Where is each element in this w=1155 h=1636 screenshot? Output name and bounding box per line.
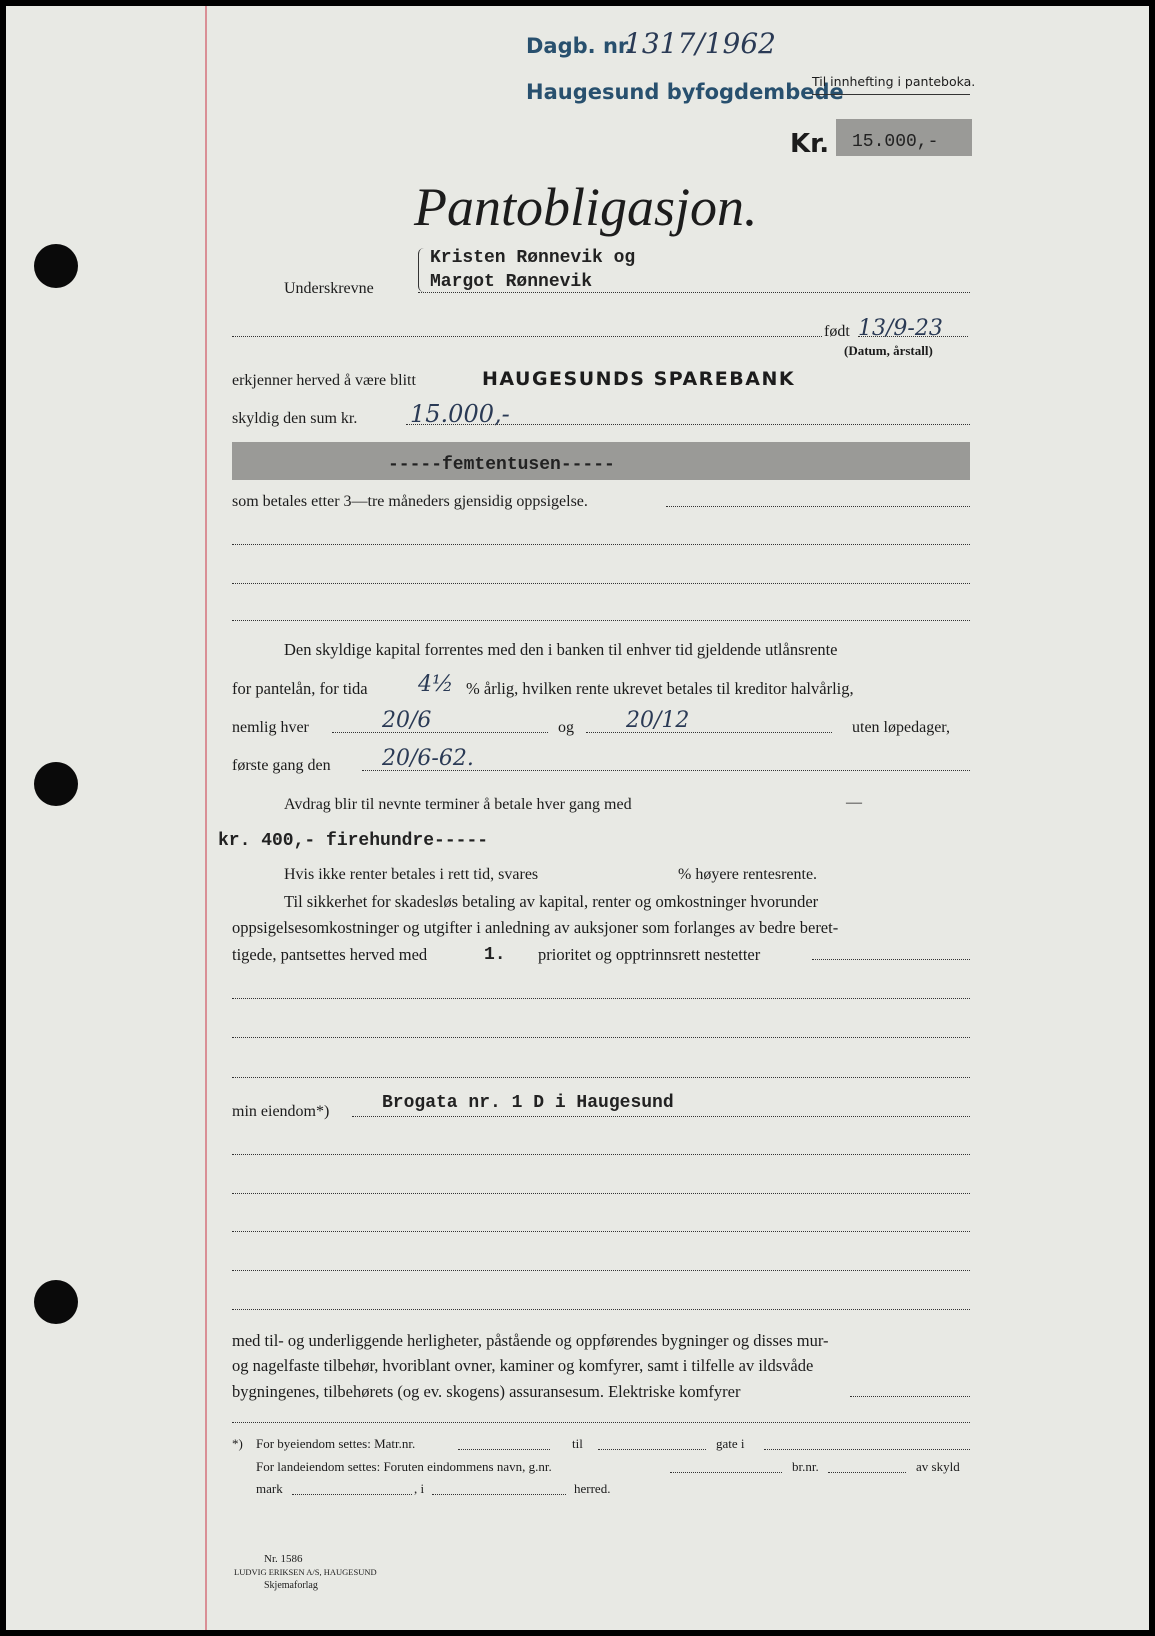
dotted-line [764, 1449, 970, 1450]
property-value: Brogata nr. 1 D i Haugesund [382, 1093, 674, 1113]
footnote-mark: mark [256, 1481, 283, 1496]
page-title: Pantobligasjon. [414, 177, 758, 237]
installment-text: Avdrag blir til nevnte terminer å betale hver gang med [284, 796, 632, 813]
creditor-name: HAUGESUNDS SPAREBANK [482, 368, 796, 390]
interest-rate: 4½ [418, 672, 454, 697]
dotted-line [232, 544, 970, 545]
margin-line [205, 6, 207, 1630]
header-amount: 15.000,- [852, 132, 939, 152]
dotted-line [232, 1309, 970, 1310]
dotted-line [418, 292, 970, 293]
dagb-number: 1317/1962 [624, 27, 776, 60]
penalty-text-a: Hvis ikke renter betales i rett tid, svares [284, 866, 539, 883]
interest-line-4a: første gang den [232, 757, 331, 774]
note-underline [812, 94, 970, 95]
appurtenances-line-2: og nagelfaste tilbehør, hvoriblant ovner, kaminer og komfyrer, samt i tilfelle av ildsvåde [232, 1356, 814, 1375]
dotted-line [598, 1449, 706, 1450]
dotted-line [232, 336, 822, 337]
debtors-label: Underskrevne [284, 280, 374, 297]
interest-line-2b: % årlig, hvilken rente ukrevet betales til kreditor halvårlig, [466, 679, 854, 698]
dotted-line [232, 583, 970, 584]
installment-dash: — [846, 794, 862, 811]
debtor-2: Margot Rønnevik [430, 272, 593, 292]
debtor-1: Kristen Rønnevik og [430, 248, 636, 268]
security-priority: 1. [484, 945, 506, 965]
dotted-line [666, 506, 970, 507]
first-date: 20/6-62. [382, 746, 474, 771]
born-value: 13/9-23 [858, 316, 943, 341]
dotted-line [232, 1422, 970, 1423]
punch-hole [34, 1280, 78, 1324]
dotted-line [458, 1449, 550, 1450]
dotted-line [292, 1494, 412, 1495]
printer-name: LUDVIG ERIKSEN A/S, HAUGESUND [234, 1567, 377, 1577]
footnote-i: , i [414, 1481, 425, 1496]
dotted-line [432, 1494, 566, 1495]
printer-form: Skjemaforlag [264, 1580, 318, 1591]
footnote-city: For byeiendom settes: Matr.nr. [256, 1436, 416, 1451]
footnote-til: til [572, 1436, 583, 1451]
security-line-1: Til sikkerhet for skadesløs betaling av kapital, renter og omkostninger hvorunder [284, 892, 819, 911]
interest-date-2: 20/12 [626, 708, 690, 733]
creditor-prefix: erkjenner herved å være blitt [232, 372, 416, 389]
dotted-line [232, 998, 970, 999]
dotted-line [850, 1396, 970, 1397]
born-label: født [824, 323, 850, 340]
security-line-3a: tigede, pantsettes herved med [232, 945, 428, 964]
dotted-line [828, 1472, 906, 1473]
appurtenances-line-3: bygningenes, tilbehørets (og ev. skogens) assuransesum. Elektriske komfyrer [232, 1382, 741, 1401]
interest-og: og [558, 719, 574, 736]
installment-amount: kr. 400,- firehundre----- [218, 831, 489, 851]
kr-label: Kr. [790, 129, 830, 159]
binding-note: Til innhefting i panteboka. [812, 74, 976, 89]
dotted-line [670, 1472, 782, 1473]
sum-amount: 15.000,- [410, 400, 510, 428]
security-line-2: oppsigelsesomkostninger og utgifter i anledning av auksjoner som forlanges av bedre beret- [232, 918, 839, 937]
interest-line-1: Den skyldige kapital forrentes med den i banken til enhver tid gjeldende utlånsrente [284, 640, 838, 659]
dotted-line [586, 732, 832, 733]
dotted-line [352, 1116, 970, 1117]
sum-label: skyldig den sum kr. [232, 410, 358, 427]
dotted-line [406, 424, 970, 425]
born-hint: (Datum, årstall) [844, 343, 933, 358]
dotted-line [232, 620, 970, 621]
footnote-gate: gate i [716, 1436, 745, 1451]
appurtenances-line-1: med til- og underliggende herligheter, påstående og oppførendes bygninger og disses mur- [232, 1331, 829, 1350]
punch-hole [34, 762, 78, 806]
dotted-line [232, 1154, 970, 1155]
penalty-text-b: % høyere rentesrente. [678, 866, 818, 883]
dotted-line [812, 959, 970, 960]
dotted-line [332, 732, 548, 733]
footnote-star: *) [232, 1436, 243, 1451]
footnote-rural: For landeiendom settes: Foruten eindommens navn, g.nr. [256, 1459, 552, 1474]
printer-nr: Nr. 1586 [264, 1553, 303, 1565]
dotted-line [232, 1193, 970, 1194]
punch-hole [34, 244, 78, 288]
footnote-skyld: av skyld [916, 1459, 960, 1474]
dagb-label: Dagb. nr. [526, 34, 634, 58]
interest-line-2a: for pantelån, for tida [232, 679, 368, 698]
dotted-line [232, 1270, 970, 1271]
dotted-line [232, 1037, 970, 1038]
office-stamp: Haugesund byfogdembede [526, 80, 844, 104]
dotted-line [232, 1231, 970, 1232]
amount-in-words: -----femtentusen----- [388, 455, 615, 475]
bracket [418, 248, 425, 292]
dotted-line [232, 1077, 970, 1078]
security-line-3b: prioritet og opptrinnsrett nestetter [538, 945, 761, 964]
notice-text: som betales etter 3—tre måneders gjensidig oppsigelse. [232, 493, 588, 510]
footnote-brnr: br.nr. [792, 1459, 819, 1474]
interest-date-1: 20/6 [382, 708, 432, 733]
dotted-line [858, 336, 968, 337]
property-label: min eiendom*) [232, 1103, 330, 1120]
interest-line-3b: uten løpedager, [852, 719, 950, 736]
footnote-herred: herred. [574, 1481, 611, 1496]
document-page [6, 6, 1149, 1630]
interest-line-3a: nemlig hver [232, 719, 309, 736]
